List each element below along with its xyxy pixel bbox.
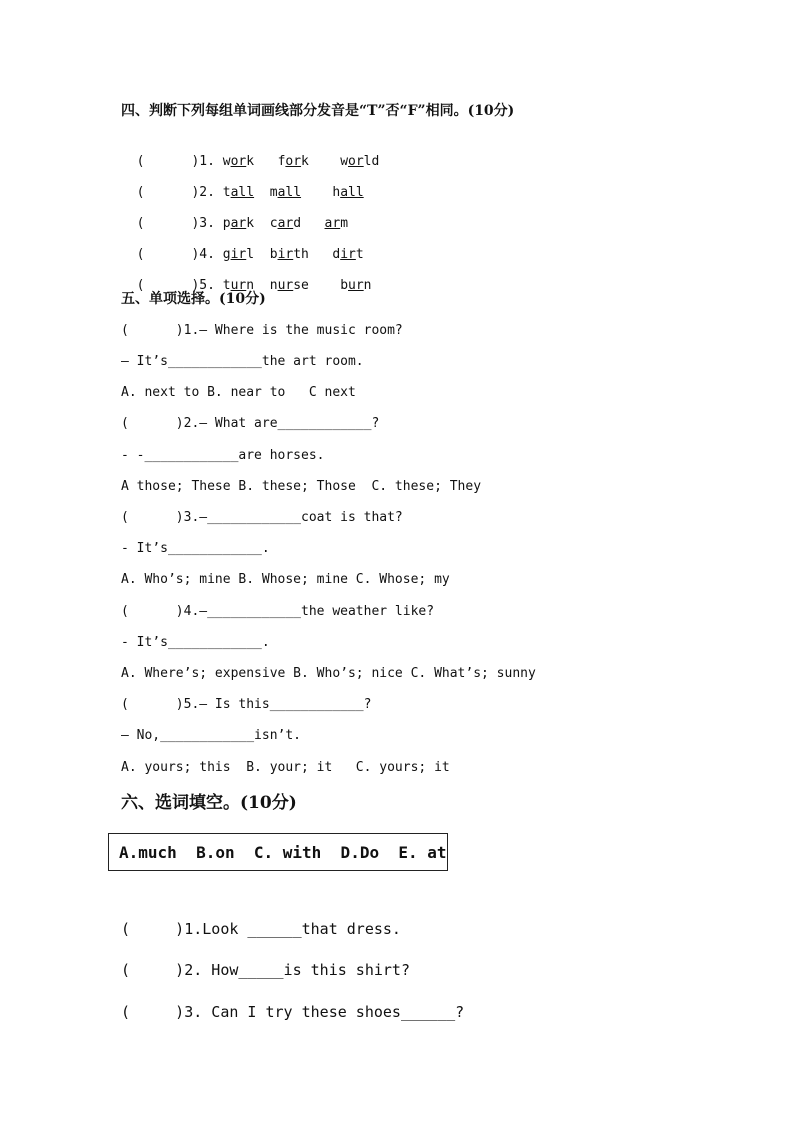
s5-options-4: A. Where’s; expensive B. Who’s; nice C. What’s; sunny (121, 666, 536, 681)
s4-item-5: ( )5. turn nurse burn (136, 278, 372, 293)
s4-item-2: ( )2. tall mall hall (136, 185, 364, 200)
word-bank-text: A.much B.on C. with D.Do E. at (119, 843, 447, 862)
s5-answer-2: - -____________are horses. (121, 448, 325, 463)
s6-item-2: ( )2. How_____is this shirt? (121, 961, 410, 979)
s5-question-1: ( )1.— Where is the music room? (121, 323, 403, 338)
s5-answer-3: - It’s____________. (121, 541, 270, 556)
s5-answer-1: — It’s____________the art room. (121, 354, 364, 369)
s5-question-3: ( )3.—____________coat is that? (121, 510, 403, 525)
s6-item-1: ( )1.Look ______that dress. (121, 920, 401, 938)
s6-item-3: ( )3. Can I try these shoes______? (121, 1003, 465, 1021)
section-5-heading: 五、单项选择。(10分) (121, 291, 266, 307)
s5-question-2: ( )2.— What are____________? (121, 416, 380, 431)
section-4-heading: 四、判断下列每组单词画线部分发音是“T”否“F”相同。(10分) (121, 103, 515, 119)
s5-question-4: ( )4.—____________the weather like? (121, 604, 435, 619)
s5-options-5: A. yours; this B. your; it C. yours; it (121, 760, 450, 775)
s5-options-1: A. next to B. near to C next (121, 385, 356, 400)
word-bank-box (108, 833, 448, 871)
s5-options-3: A. Who’s; mine B. Whose; mine C. Whose; my (121, 572, 450, 587)
section-6-heading: 六、选词填空。(10分) (121, 793, 297, 813)
s4-item-1: ( )1. work fork world (136, 154, 380, 169)
s4-item-3: ( )3. park card arm (136, 216, 349, 231)
s5-question-5: ( )5.— Is this____________? (121, 697, 372, 712)
s4-item-4: ( )4. girl birth dirt (136, 247, 364, 262)
s5-answer-4: - It’s____________. (121, 635, 270, 650)
s5-options-2: A those; These B. these; Those C. these; They (121, 479, 482, 494)
s5-answer-5: — No,____________isn’t. (121, 728, 302, 743)
